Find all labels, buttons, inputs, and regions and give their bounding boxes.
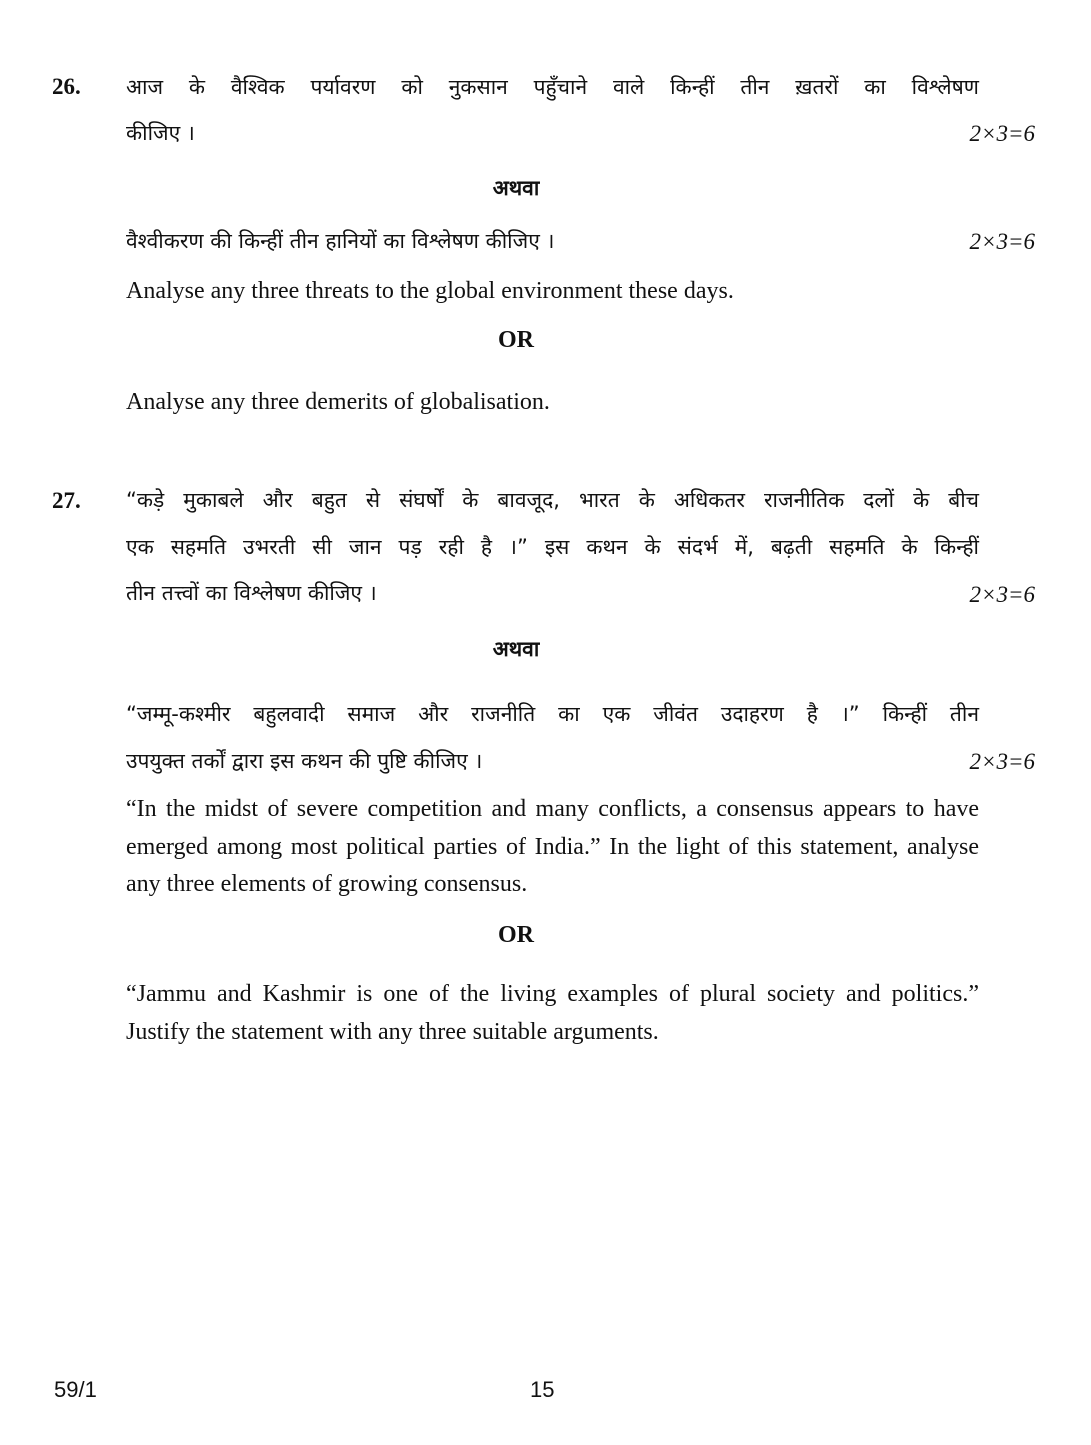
question-number: 27. [52,488,81,513]
or-separator-hindi: अथवा [492,637,540,661]
question-text-hindi-line: तीन तत्त्वों का विश्लेषण कीजिए । [126,581,377,605]
alternative-question-english: “Jammu and Kashmir is one of the living examples of plural society and politics.” Justify the statement with any three suitable arguments. [126,981,979,1045]
question-text-hindi-line: “कड़े मुकाबले और बहुत से संघर्षों के बावजूद, भारत के अधिकतर राजनीतिक दलों के बीच [126,488,979,512]
paper-code: 59/1 [54,1377,97,1402]
alternative-question-hindi-line: “जम्मू-कश्मीर बहुलवादी समाज और राजनीति का एक जीवंत उदाहरण है ।” किन्हीं तीन [126,702,979,726]
or-separator-english: OR [498,922,534,948]
or-separator-english: OR [498,327,534,353]
question-number: 26. [52,74,81,99]
marks-label: 2×3=6 [969,749,1035,774]
or-separator-hindi: अथवा [492,176,540,200]
question-text-hindi-line: एक सहमति उभरती सी जान पड़ रही है ।” इस कथन के संदर्भ में, बढ़ती सहमति के किन्हीं [126,535,979,559]
marks-label: 2×3=6 [969,121,1035,146]
alternative-question-hindi-line: उपयुक्त तर्कों द्वारा इस कथन की पुष्टि कीजिए । [126,749,483,773]
question-text-hindi-line: आज के वैश्विक पर्यावरण को नुकसान पहुँचाने वाले किन्हीं तीन ख़तरों का विश्लेषण [126,75,979,99]
alternative-question-hindi: वैश्वीकरण की किन्हीं तीन हानियों का विश्लेषण कीजिए । [126,229,555,253]
alternative-question-english: Analyse any three demerits of globalisation. [126,389,550,415]
question-text-english: “In the midst of severe competition and many conflicts, a consensus appears to have emerged among most political parties of India.” In the light of this statement, analyse any three elements of growing consensus. [126,796,979,897]
marks-label: 2×3=6 [969,582,1035,607]
marks-label: 2×3=6 [969,229,1035,254]
question-text-english: Analyse any three threats to the global environment these days. [126,278,734,304]
page-number: 15 [530,1377,555,1402]
question-text-hindi-line: कीजिए । [126,121,195,145]
